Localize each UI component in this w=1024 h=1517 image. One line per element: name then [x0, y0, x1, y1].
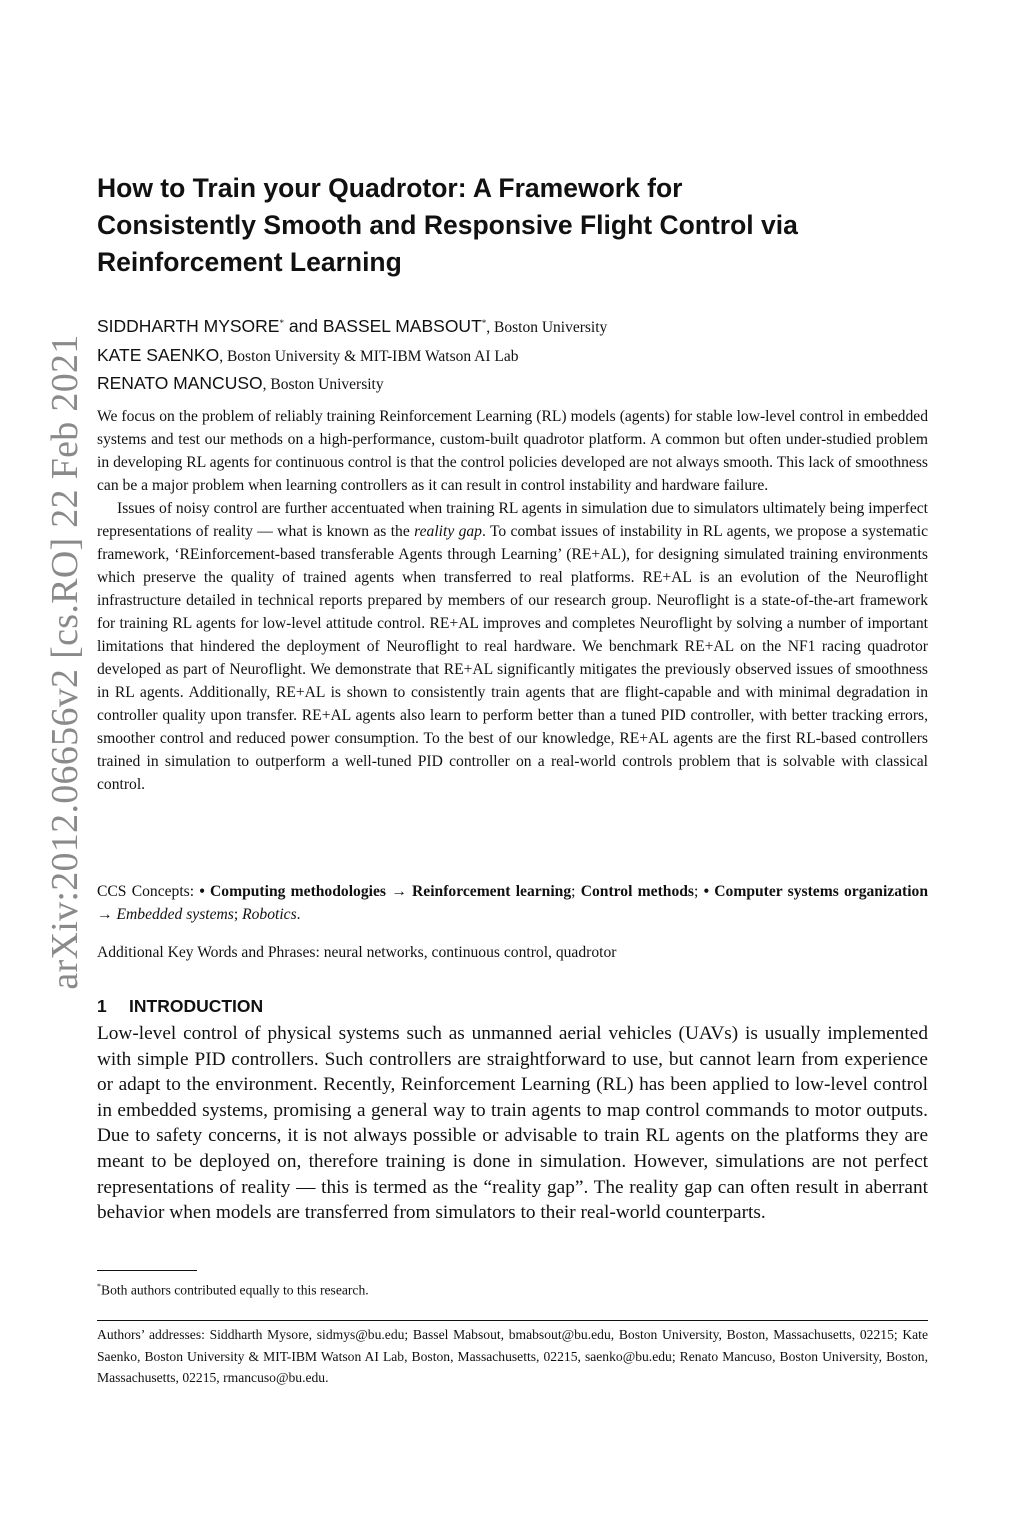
author-affiliation: , Boston University & MIT-IBM Watson AI Lab: [219, 347, 519, 365]
author-conjunction: and: [283, 316, 323, 337]
footnote-text: Both authors contributed equally to this research.: [101, 1282, 369, 1298]
ccs-bullet: •: [199, 883, 211, 900]
ccs-concepts: [97, 880, 928, 926]
abstract-emphasis: reality gap: [414, 523, 482, 540]
abstract: [97, 405, 928, 796]
intro-paragraph: Low-level control of physical systems such as unmanned aerial vehicles (UAVs) is usually implemented with simple PID controllers. Such controllers are straightforward to use, but cannot learn from experience or adapt to the environment. Recently, Reinforcement Learning (RL) has been applied to low-level control in embedded systems, promising a general way to train agents to map control commands to motor outputs. Due to safety concerns, it is not always possible or advisable to train RL agents on the platforms they are meant to be deployed on, therefore training is done in simulation. However, simulations are not perfect representations of reality — this is termed as the “reality gap”. The reality gap can often result in aberrant behavior when models are transferred from simulators to their real-world counterparts.: [97, 1023, 928, 1224]
ccs-end: .: [296, 906, 301, 923]
ccs-concept: Computer systems organization: [714, 883, 929, 900]
abstract-paragraph: We focus on the problem of reliably training Reinforcement Learning (RL) models (agents) for stable low-level control in embedded systems and test our methods on a high-performance, custom-built quadrotor platform. A common but often under-studied problem in developing RL agents for continuous control is that the control policies developed are not always smooth. This lack of smoothness can be a major problem when learning controllers as it can result in control instability and hardware failure.: [97, 408, 928, 494]
title-line: How to Train your Quadrotor: A Framework for: [97, 173, 683, 203]
abstract-paragraph: [97, 497, 928, 796]
author-affiliation: , Boston University: [486, 319, 608, 337]
author-line-3: [97, 370, 927, 399]
arxiv-identifier-stamp: arXiv:2012.06656v2 [cs.RO] 22 Feb 2021: [44, 334, 86, 990]
author-affiliation: , Boston University: [262, 376, 384, 394]
ccs-concept: Control methods: [580, 883, 694, 900]
title-line: Reinforcement Learning: [97, 247, 402, 277]
abstract-text: Issues of noisy control are further accentuated when training RL agents in simulation due to simulators ultimately being imperfect representations of reality — what is known as the: [97, 500, 928, 540]
equal-contribution-mark: *: [279, 318, 284, 328]
ccs-separator: ;: [571, 883, 581, 900]
ccs-bullet: •: [703, 883, 715, 900]
author-name: SIDDHARTH MYSORE: [97, 316, 280, 337]
paper-title: [97, 170, 927, 281]
author-line-1: [97, 310, 927, 342]
ccs-separator: ;: [233, 906, 243, 923]
footnote: [97, 1277, 928, 1301]
author-line-2: [97, 342, 927, 371]
abstract-text: . To combat issues of instability in RL agents, we propose a systematic framework, ‘REinforcement-based transferable Agents through Learning’ (RE+AL), for designing simulated training environments which preserve the quality of trained agents when transferred to real platforms. RE+AL is an evolution of the Neuroflight infrastructure detailed in technical reports prepared by members of our research group. Neuroflight is a state-of-the-art framework for training RL agents for low-level attitude control. RE+AL improves and completes Neuroflight by solving a number of important limitations that hindered the deployment of Neuroflight to real hardware. We benchmark RE+AL on the NF1 racing quadrotor developed as part of Neuroflight. We demonstrate that RE+AL significantly mitigates the previously observed issues of smoothness in RL agents. Additionally, RE+AL is shown to consistently train agents that are flight-capable and with minimal degradation in controller quality upon transfer. RE+AL agents also learn to perform better than a tuned PID controller, with better tracking errors, smoother control and reduced power consumption. To the best of our knowledge, RE+AL agents are the first RL-based controllers trained in simulation to outperform a well-tuned PID controller on a real-world controls problem that is solvable with classical control.: [97, 523, 928, 793]
keywords: Additional Key Words and Phrases: neural networks, continuous control, quadrotor: [97, 944, 617, 961]
section-heading: [97, 994, 263, 1018]
author-name: KATE SAENKO: [97, 344, 220, 365]
ccs-separator: ;: [693, 883, 704, 900]
ccs-concept: Robotics: [242, 906, 297, 923]
title-line: Consistently Smooth and Responsive Flight Control via: [97, 210, 798, 240]
author-addresses: Authors’ addresses: Siddharth Mysore, sidmys@bu.edu; Bassel Mabsout, bmabsout@bu.edu, Boston University, Boston, Massachusetts, 02215; Kate Saenko, Boston University & MIT-IBM Watson AI Lab, Boston, Massachusetts, 02215, saenko@bu.edu; Renato Mancuso, Boston University, Boston, Massachusetts, 02215, rmancuso@bu.edu.: [97, 1327, 928, 1385]
footnote-divider: [97, 1270, 197, 1271]
footnote-mark: *: [97, 1282, 101, 1291]
author-name: BASSEL MABSOUT: [322, 316, 482, 337]
ccs-arrow: →: [97, 906, 117, 923]
author-name: RENATO MANCUSO: [97, 373, 263, 394]
author-block: [97, 310, 927, 399]
addresses-divider: [97, 1320, 928, 1321]
ccs-label: CCS Concepts:: [97, 883, 200, 900]
equal-contribution-mark: *: [481, 318, 487, 328]
ccs-arrow: →: [385, 883, 413, 900]
section-title: INTRODUCTION: [129, 996, 264, 1016]
ccs-concept: Embedded systems: [116, 906, 234, 923]
ccs-concept: Reinforcement learning: [412, 883, 572, 900]
section-number: 1: [97, 996, 107, 1016]
ccs-concept: Computing methodologies: [210, 883, 386, 900]
